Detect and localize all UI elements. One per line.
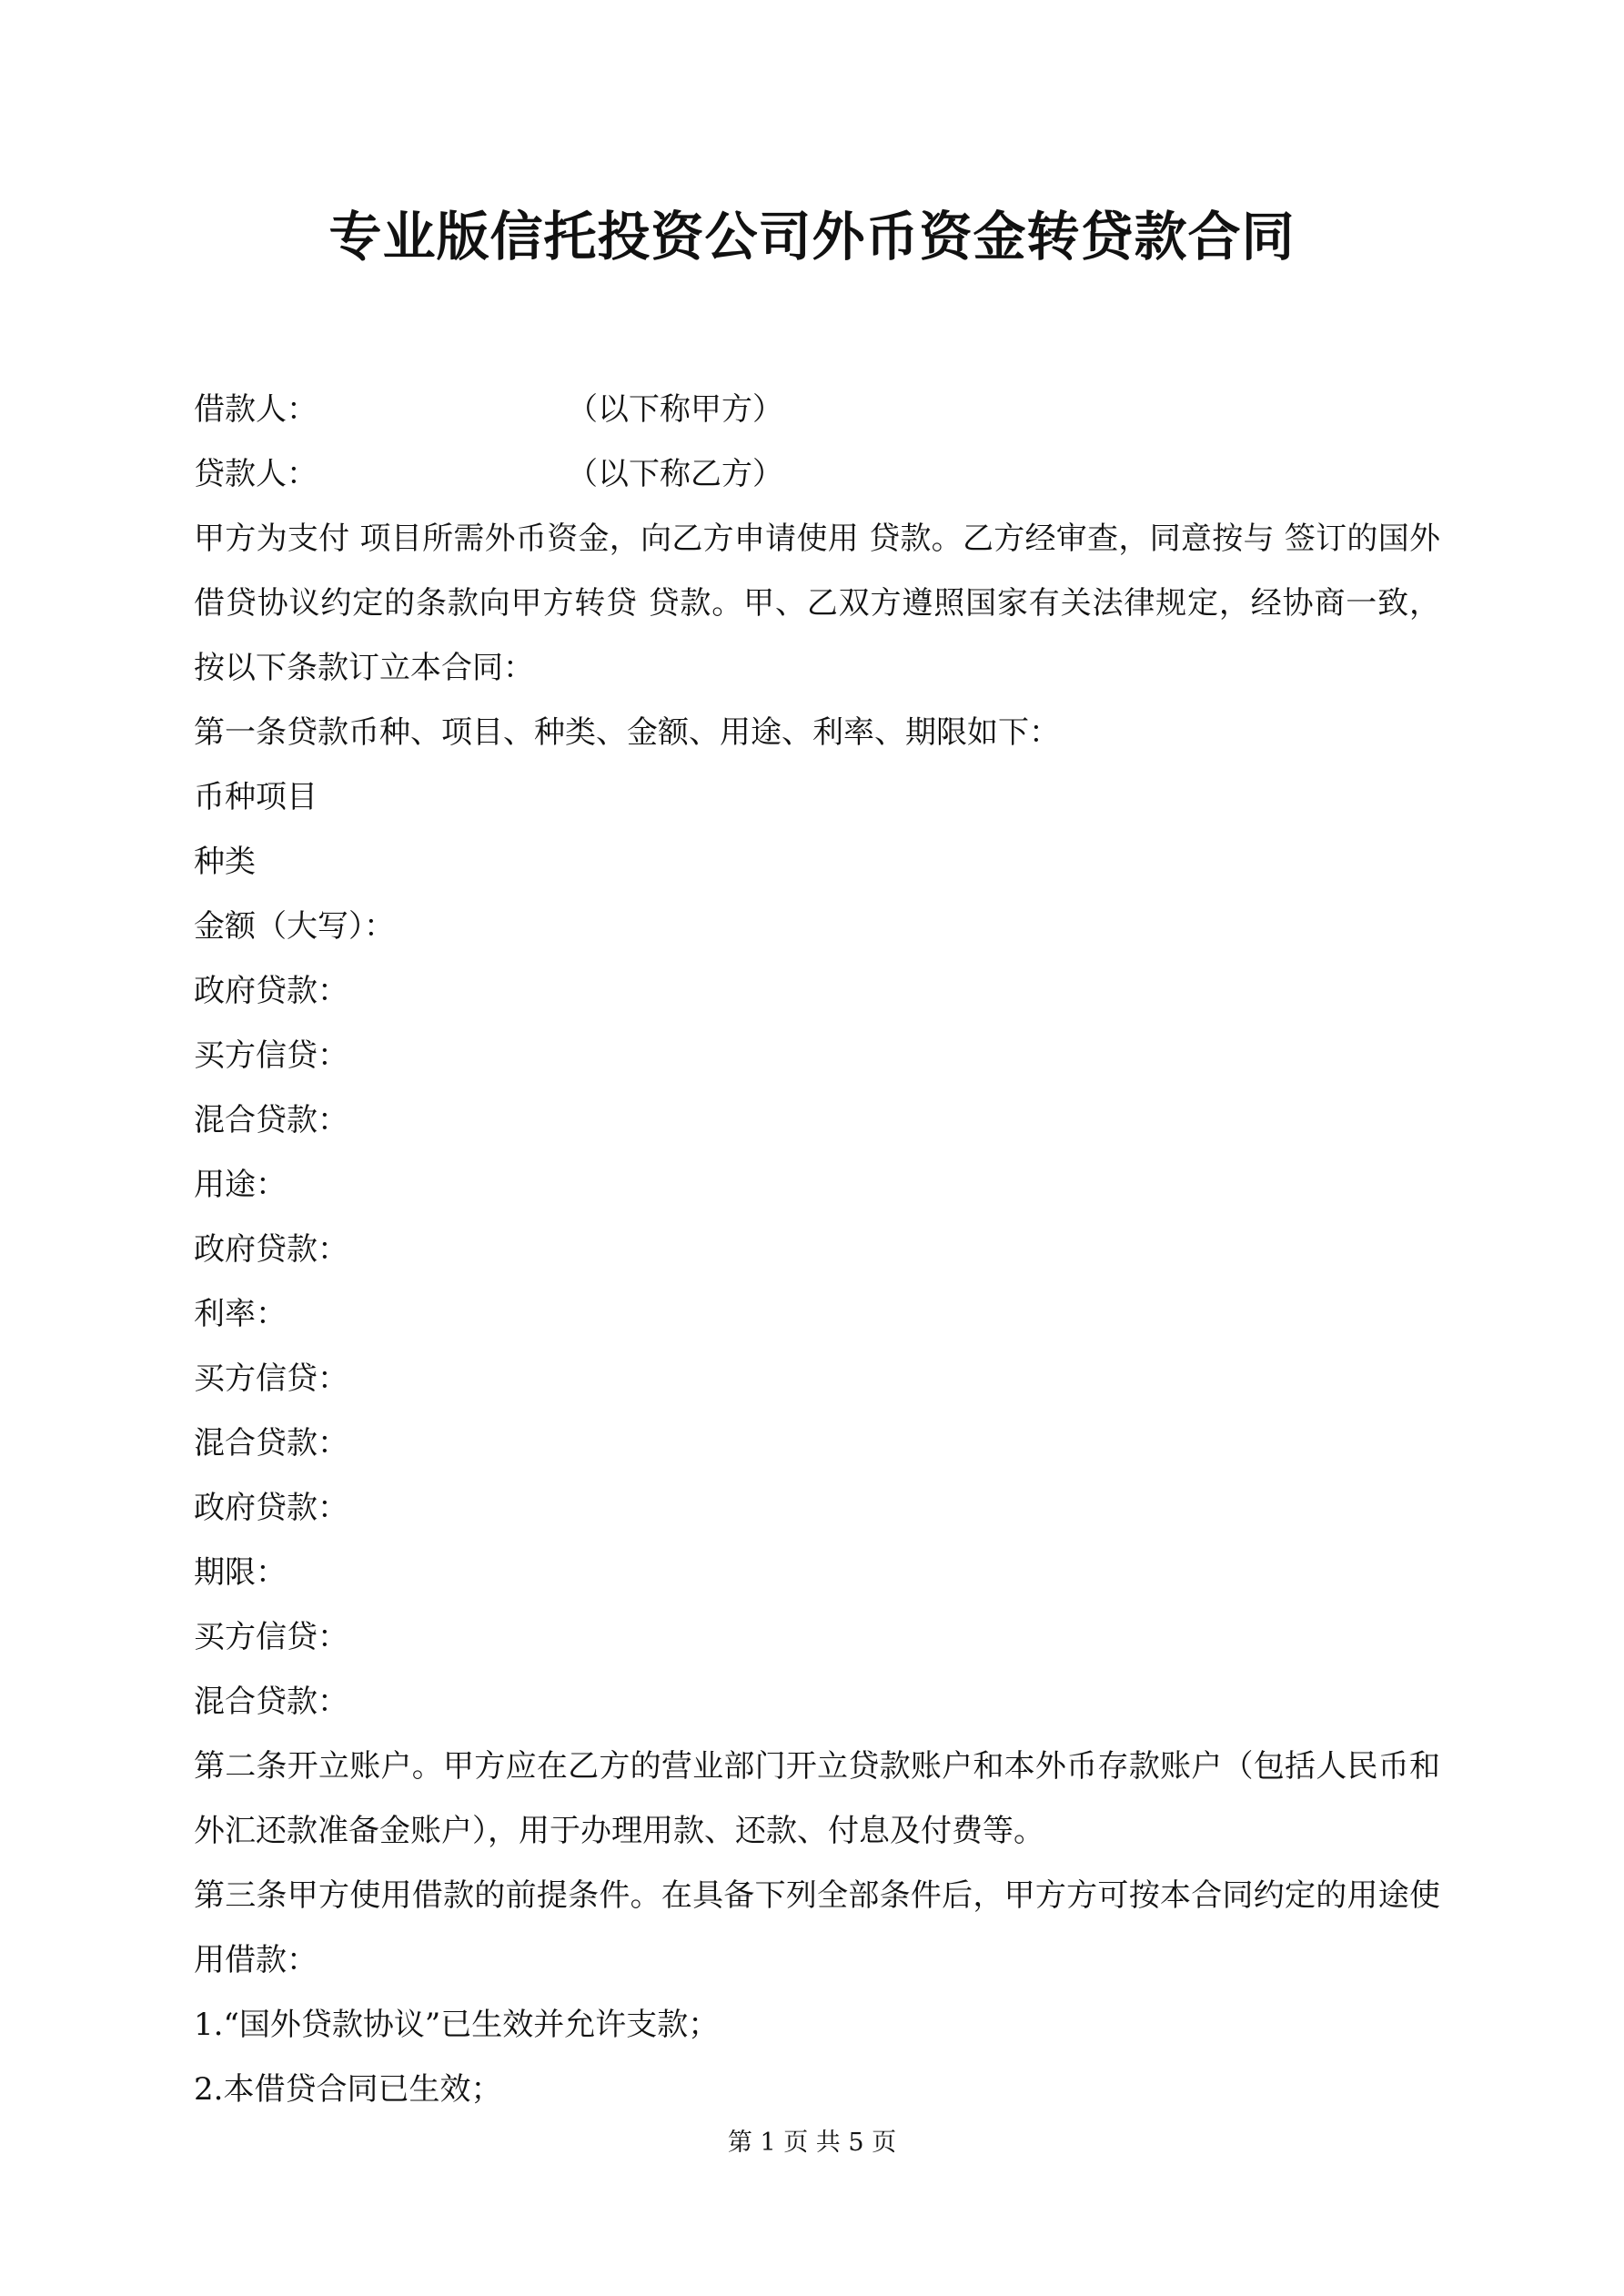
field-gov-loan: 政府贷款：: [194, 973, 348, 1009]
field-type: 种类: [194, 844, 256, 880]
document-title: 专业版信托投资公司外币资金转贷款合同: [328, 206, 1296, 268]
paragraph-article-3: 第三条甲方使用借款的前提条件。在具备下列全部条件后，甲方方可按本合同约定的用途使用借款：: [194, 1877, 1440, 1978]
document-body: [194, 378, 1440, 2122]
lender-label: 贷款人：: [194, 456, 318, 492]
paragraph-article-2: 第二条开立账户。甲方应在乙方的营业部门开立贷款账户和本外币存款账户（包括人民币和外汇还款准备金账户），用于办理用款、还款、付息及付费等。: [194, 1748, 1440, 1849]
lender-note: （以下称乙方）: [567, 456, 783, 492]
lender-line: [194, 442, 1440, 507]
field-buyer-credit: 买方信贷：: [194, 1360, 348, 1397]
field-gov-loan: 政府贷款：: [194, 1490, 348, 1526]
field-amount: 金额（大写）：: [194, 908, 395, 945]
field-interest-rate: 利率：: [194, 1296, 287, 1332]
paragraph-article-1: 第一条贷款币种、项目、种类、金额、用途、利率、期限如下：: [194, 714, 1060, 751]
borrower-note: （以下称甲方）: [567, 391, 783, 428]
borrower-label: 借款人：: [194, 391, 318, 428]
page-number: 第 1 页 共 5 页: [727, 2129, 897, 2157]
list-item-condition-1: 1.“国外贷款协议”已生效并允许支款；: [194, 2007, 720, 2043]
field-mixed-loan: 混合贷款：: [194, 1684, 348, 1720]
field-currency-project: 币种项目: [194, 779, 318, 815]
list-item-condition-2: 2.本借贷合同已生效；: [194, 2071, 502, 2108]
field-mixed-loan: 混合贷款：: [194, 1425, 348, 1462]
field-term: 期限：: [194, 1554, 287, 1591]
borrower-line: [194, 378, 1440, 442]
field-purpose: 用途：: [194, 1167, 287, 1203]
paragraph-intro: 甲方为支付 项目所需外币资金，向乙方申请使用 贷款。乙方经审查，同意按与 签订的国外借贷协议约定的条款向甲方转贷 贷款。甲、乙双方遵照国家有关法律规定，经协商一致，按以下条款订立本合同：: [194, 521, 1440, 686]
field-buyer-credit: 买方信贷：: [194, 1037, 348, 1074]
field-buyer-credit: 买方信贷：: [194, 1619, 348, 1655]
field-mixed-loan: 混合贷款：: [194, 1102, 348, 1138]
field-gov-loan: 政府贷款：: [194, 1231, 348, 1268]
